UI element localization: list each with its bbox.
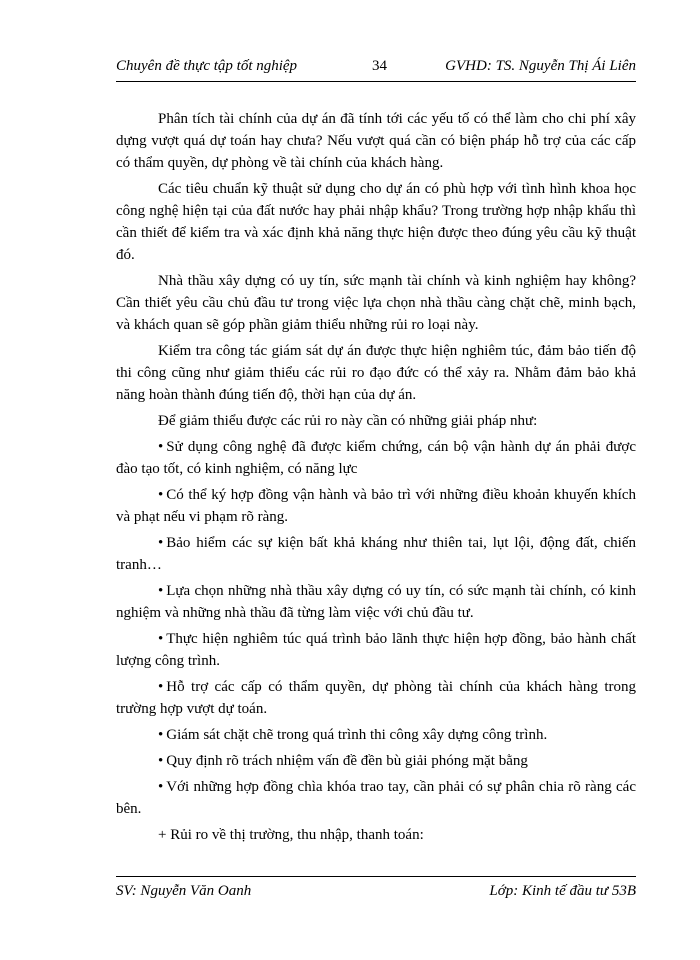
bullet-text: Thực hiện nghiêm túc quá trình bảo lãnh thực hiện hợp đồng, bảo hành chất lượng công trình. <box>116 631 636 669</box>
bullet-text: Bảo hiểm các sự kiện bất khả kháng như thiên tai, lụt lội, động đất, chiến tranh… <box>116 535 636 573</box>
bullet-item <box>116 676 636 720</box>
page-footer <box>116 876 636 903</box>
bullet-text: Lựa chọn những nhà thầu xây dựng có uy tín, có sức mạnh tài chính, có kinh nghiệm và những nhà thầu đã từng làm việc với chủ đầu tư. <box>116 583 636 621</box>
footer-student-name: SV: Nguyễn Văn Oanh <box>116 883 252 899</box>
bullet-icon: • <box>158 727 164 743</box>
bullet-icon: • <box>158 583 164 599</box>
bullet-item <box>116 776 636 820</box>
header-document-title: Chuyên đề thực tập tốt nghiệp <box>116 58 298 74</box>
page-body <box>116 108 636 850</box>
bullet-text: Quy định rõ trách nhiệm vấn đề đền bù giải phóng mặt bằng <box>166 753 528 769</box>
section-subheading: + Rủi ro về thị trường, thu nhập, thanh toán: <box>158 827 424 843</box>
bullet-icon: • <box>158 753 164 769</box>
footer-class-name: Lớp: Kinh tế đầu tư 53B <box>489 883 636 899</box>
bullet-icon: • <box>158 439 164 455</box>
bullet-icon: • <box>158 631 164 647</box>
bullet-icon: • <box>158 779 164 795</box>
bullet-item <box>116 628 636 672</box>
bullet-item <box>116 580 636 624</box>
bullet-text: Hỗ trợ các cấp có thẩm quyền, dự phòng tài chính của khách hàng trong trường hợp vượt dự toán. <box>116 679 636 717</box>
bullet-item <box>116 436 636 480</box>
bullet-item <box>116 532 636 576</box>
bullet-icon: • <box>158 487 164 503</box>
bullet-text: Với những hợp đồng chìa khóa trao tay, cần phải có sự phân chia rõ ràng các bên. <box>116 779 636 817</box>
paragraph: Nhà thầu xây dựng có uy tín, sức mạnh tài chính và kinh nghiệm hay không? Cần thiết yêu cầu chủ đầu tư trong việc lựa chọn nhà thầu càng chặt chẽ, minh bạch, và khách quan sẽ góp phần giảm thiểu những rủi ro loại này. <box>116 273 636 333</box>
paragraph: Để giảm thiểu được các rủi ro này cần có những giải pháp như: <box>158 413 538 429</box>
page-header <box>116 55 636 82</box>
bullet-item <box>116 484 636 528</box>
bullet-text: Giám sát chặt chẽ trong quá trình thi công xây dựng công trình. <box>166 727 548 743</box>
paragraph: Kiểm tra công tác giám sát dự án được thực hiện nghiêm túc, đảm bảo tiến độ thi công cũng như giảm thiểu các rủi ro đạo đức có thể xảy ra. Nhằm đảm bảo khả năng hoàn thành đúng tiến độ, thời hạn của dự án. <box>116 343 636 403</box>
bullet-icon: • <box>158 679 164 695</box>
bullet-item <box>116 724 636 746</box>
paragraph: Phân tích tài chính của dự án đã tính tới các yếu tố có thể làm cho chi phí xây dựng vượt quá dự toán hay chưa? Nếu vượt quá cần có biện pháp hỗ trợ của các cấp có thẩm quyền, dự phòng về tài chính của khách hàng. <box>116 111 636 171</box>
paragraph: Các tiêu chuẩn kỹ thuật sử dụng cho dự án có phù hợp với tình hình khoa học công nghệ hiện tại của đất nước hay phải nhập khẩu? Trong trường hợp nhập khẩu thì cần thiết để kiểm tra và xác định khả năng thực hiện được theo đúng yêu cầu kỹ thuật đó. <box>116 181 636 263</box>
bullet-text: Có thể ký hợp đồng vận hành và bảo trì với những điều khoản khuyến khích và phạt nếu vi phạm rõ ràng. <box>116 487 636 525</box>
bullet-text: Sử dụng công nghệ đã được kiểm chứng, cán bộ vận hành dự án phải được đào tạo tốt, có kinh nghiệm, có năng lực <box>116 439 636 477</box>
header-supervisor: GVHD: TS. Nguyễn Thị Ái Liên <box>445 58 636 74</box>
header-page-number: 34 <box>372 58 387 74</box>
bullet-item <box>116 750 636 772</box>
bullet-icon: • <box>158 535 164 551</box>
